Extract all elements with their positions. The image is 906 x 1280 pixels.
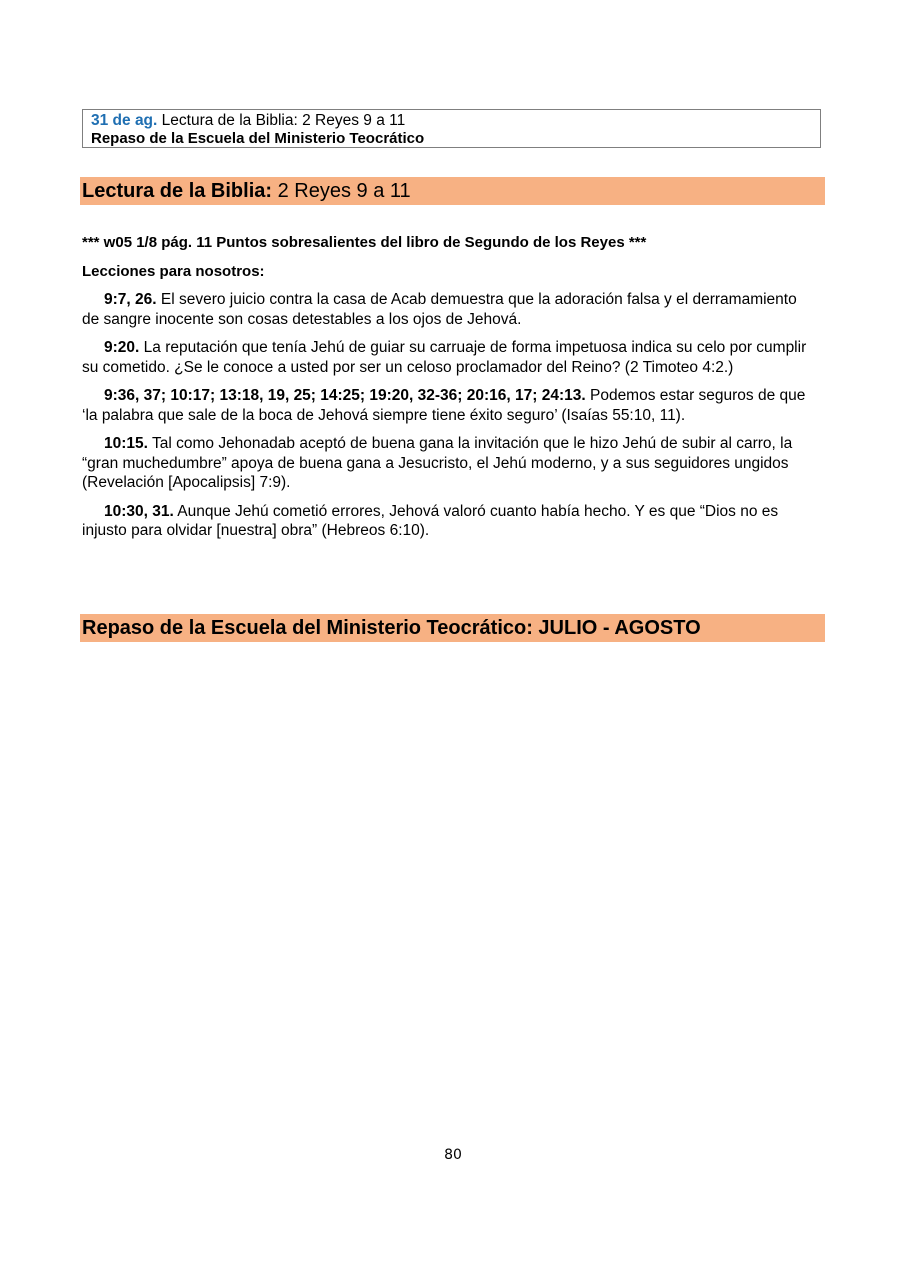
scripture-reference: 10:30, 31. (104, 502, 174, 520)
schedule-box (82, 109, 821, 148)
lesson-paragraph (82, 386, 812, 425)
lesson-paragraph (82, 338, 812, 377)
lesson-paragraph (82, 502, 812, 541)
lesson-paragraph (82, 290, 812, 329)
bible-reading-heading (80, 177, 825, 205)
lesson-text: Podemos estar seguros de que ‘la palabra que sale de la boca de Jehová siempre tiene éxito seguro’ (Isaías 55:10, 11). (82, 387, 806, 424)
schedule-review: Repaso de la Escuela del Ministerio Teocrático (91, 130, 425, 147)
scripture-reference: 9:7, 26. (104, 291, 157, 308)
lesson-text: Aunque Jehú cometió errores, Jehová valoró cuanto había hecho. Y es que “Dios no es injusto para olvidar [nuestra] obra” (Hebreos 6:10). (82, 502, 779, 539)
bible-reading-heading-label: Lectura de la Biblia: (82, 180, 273, 202)
schedule-reading: Lectura de la Biblia: 2 Reyes 9 a 11 (161, 112, 406, 129)
lesson-text: La reputación que tenía Jehú de guiar su carruaje de forma impetuosa indica su celo por cumplir su cometido. ¿Se le conoce a usted por ser un celoso proclamador del Reino? (2 Timoteo 4:2.) (82, 339, 807, 376)
school-review-heading: Repaso de la Escuela del Ministerio Teocrático: JULIO - AGOSTO (80, 614, 825, 642)
schedule-line-1 (91, 112, 812, 130)
lesson-paragraph (82, 434, 812, 493)
bible-reading-heading-passage: 2 Reyes 9 a 11 (277, 180, 411, 202)
page-number: 80 (444, 1147, 462, 1163)
scripture-reference: 9:36, 37; 10:17; 13:18, 19, 25; 14:25; 19:20, 32-36; 20:16, 17; 24:13. (104, 387, 586, 404)
reading-content (82, 233, 812, 550)
lesson-text: El severo juicio contra la casa de Acab demuestra que la adoración falsa y el derramamiento de sangre inocente son cosas detestables a los ojos de Jehová. (82, 291, 797, 328)
scripture-reference: 9:20. (104, 339, 140, 356)
lesson-text: Tal como Jehonadab aceptó de buena gana la invitación que le hizo Jehú de subir al carro, la “gran muchedumbre” apoya de buena gana a Jesucristo, el Jehú moderno, y a sus seguidores ungidos (Revelación [Apocalipsis] 7:9). (82, 435, 793, 491)
lessons-title: Lecciones para nosotros: (82, 262, 265, 280)
scripture-reference: 10:15. (104, 435, 148, 452)
schedule-date: 31 de ag. (91, 112, 158, 129)
source-reference: *** w05 1/8 pág. 11 Puntos sobresalientes del libro de Segundo de los Reyes *** (82, 234, 647, 251)
